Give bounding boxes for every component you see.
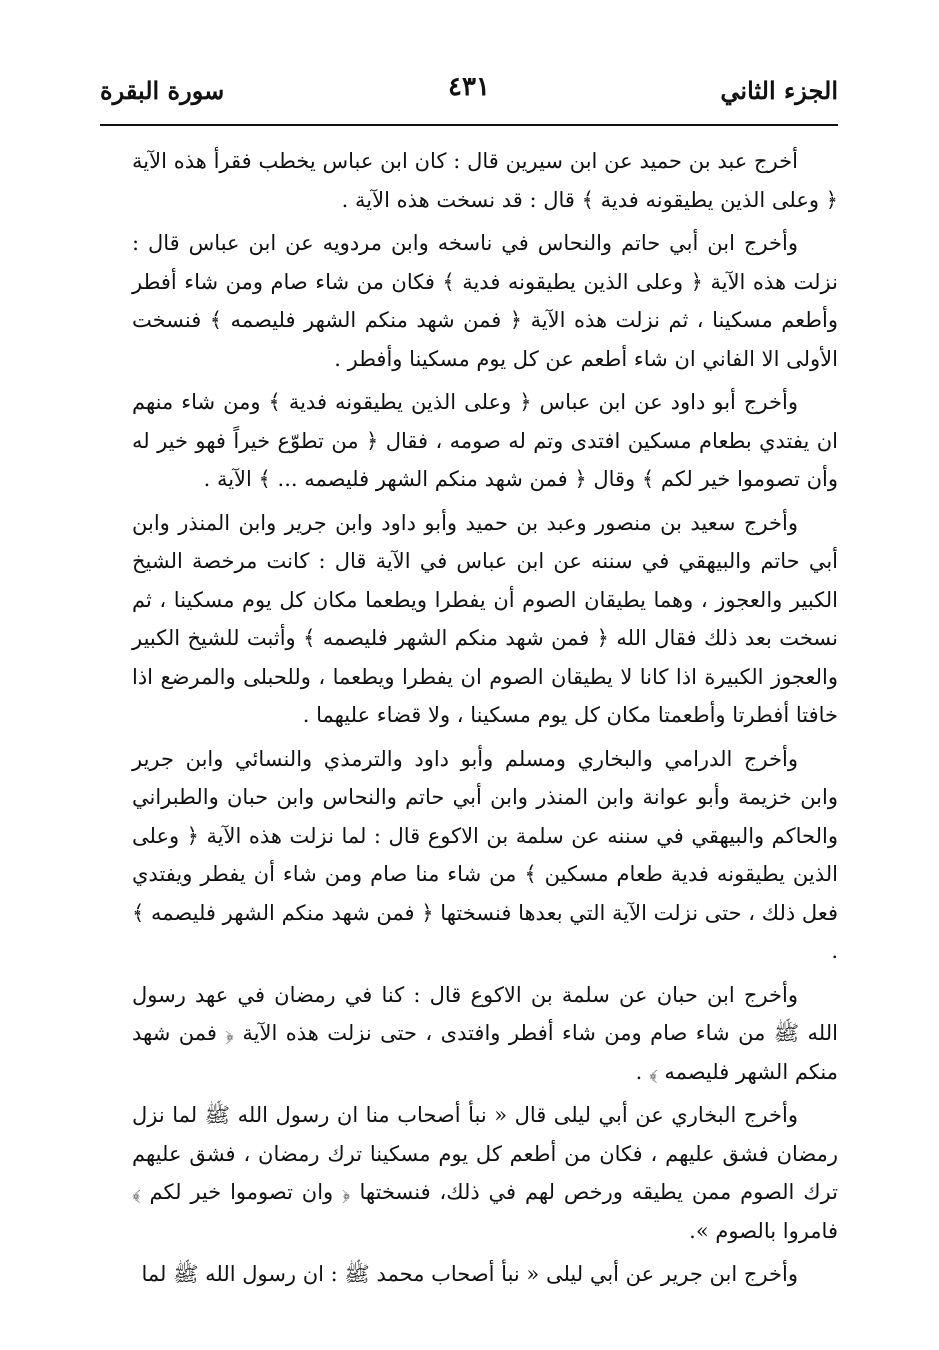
header-divider	[100, 124, 838, 126]
page-header	[100, 64, 838, 124]
paragraph: وأخرج البخاري عن أبي ليلى قال « نبأ أصحاب منا ان رسول الله ﷺ لما نزل رمضان فشق عليهم ، فكان من أطعم كل يوم مسكينا ترك رمضان ، فشق عليهم ترك الصوم ممن يطيقه ورخص لهم في ذلك، فنسختها ﴿ وان تصوموا خير لكم ﴾ فامروا بالصوم ».	[132, 1103, 838, 1243]
paragraph: أخرج عبد بن حميد عن ابن سيرين قال : كان ابن عباس يخطب فقرأ هذه الآية ﴿ وعلى الذين يطيقونه فدية ﴾ قال : قد نسخت هذه الآية .	[132, 149, 838, 212]
paragraph: وأخرج ابن جرير عن أبي ليلى « نبأ أصحاب محمد ﷺ : ان رسول الله ﷺ لما	[141, 1262, 798, 1286]
paragraph: وأخرج ابن أبي حاتم والنحاس في ناسخه وابن مردويه عن ابن عباس قال : نزلت هذه الآية ﴿ وعلى الذين يطيقونه فدية ﴾ فكان من شاء صام ومن شاء أفطر وأطعم مسكينا ، ثم نزلت هذه الآية ﴿ فمن شهد منكم الشهر فليصمه ﴾ فنسخت الأولى الا الفاني ان شاء أطعم عن كل يوم مسكينا وأفطر .	[132, 231, 838, 371]
paragraph: وأخرج الدرامي والبخاري ومسلم وأبو داود والترمذي والنسائي وابن جرير وابن خزيمة وأبو عوانة وابن المنذر وابن أبي حاتم والنحاس وابن حبان والطبراني والحاكم والبيهقي في سننه عن سلمة بن الاكوع قال : لما نزلت هذه الآية ﴿ وعلى الذين يطيقونه فدية طعام مسكين ﴾ من شاء منا صام ومن شاء أن يفطر ويفتدي فعل ذلك ، حتى نزلت الآية التي بعدها فنسختها ﴿ فمن شهد منكم الشهر فليصمه ﴾ .	[132, 746, 838, 963]
page-number: ٤٣١	[448, 72, 490, 102]
page-body	[132, 142, 838, 1299]
surah-title: سورة البقرة	[100, 76, 225, 105]
paragraph: وأخرج أبو داود عن ابن عباس ﴿ وعلى الذين يطيقونه فدية ﴾ ومن شاء منهم ان يفتدي بطعام مسكين افتدى وتم له صومه ، فقال ﴿ من تطوّع خيراً فهو خير له وأن تصوموا خير لكم ﴾ وقال ﴿ فمن شهد منكم الشهر فليصمه ... ﴾ الآية .	[132, 390, 838, 491]
paragraph: وأخرج ابن حبان عن سلمة بن الاكوع قال : كنا في رمضان في عهد رسول الله ﷺ من شاء صام ومن شاء أفطر وافتدى ، حتى نزلت هذه الآية ﴿ فمن شهد منكم الشهر فليصمه ﴾ .	[132, 982, 838, 1084]
paragraph: وأخرج سعيد بن منصور وعبد بن حميد وأبو داود وابن جرير وابن المنذر وابن أبي حاتم والبيهقي في سننه عن ابن عباس في الآية قال : كانت مرخصة الشيخ الكبير والعجوز ، وهما يطيقان الصوم أن يفطرا ويطعما مكان كل يوم مسكينا ، ثم نسخت بعد ذلك فقال الله ﴿ فمن شهد منكم الشهر فليصمه ﴾ وأثبت للشيخ الكبير والعجوز الكبيرة اذا كانا لا يطيقان الصوم ان يفطرا ويطعما ، وللحبلى والمرضع اذا خافتا أفطرتا وأطعمتا مكان كل يوم مسكينا ، ولا قضاء عليهما .	[132, 510, 838, 727]
part-title: الجزء الثاني	[720, 76, 838, 105]
